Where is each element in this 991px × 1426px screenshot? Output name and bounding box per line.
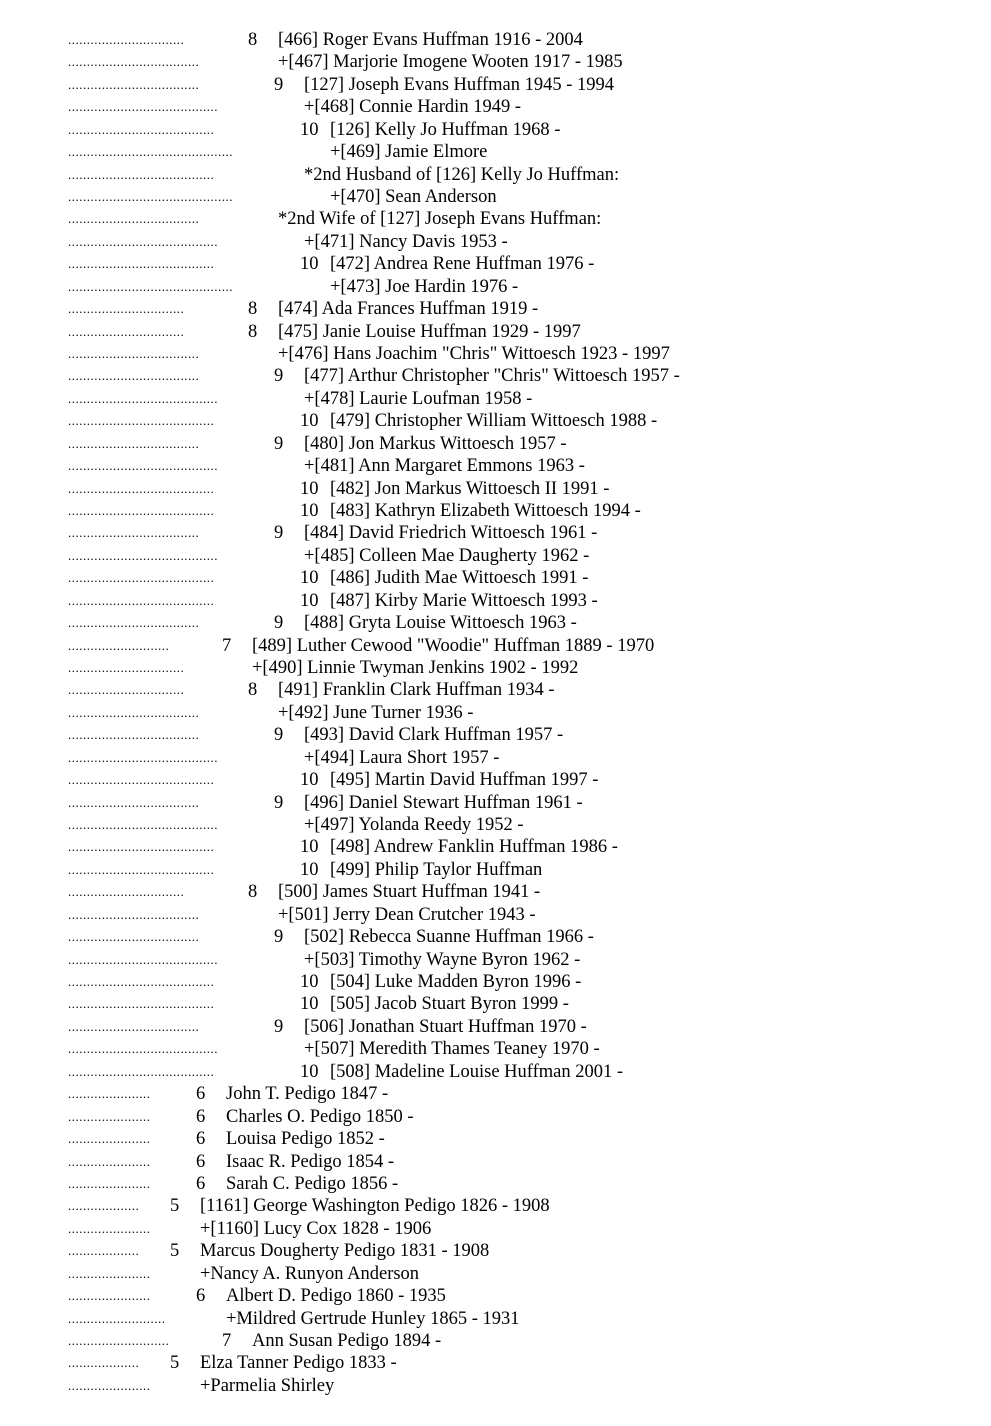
spouse-entry: +[471] Nancy Davis 1953 - bbox=[304, 231, 508, 252]
entry-row bbox=[68, 1330, 441, 1352]
generation-number: 10 bbox=[300, 859, 319, 880]
leader-dots: ................................... bbox=[68, 435, 200, 451]
entry-row bbox=[68, 1375, 334, 1397]
generation-number: 7 bbox=[222, 635, 232, 656]
leader-dots: ...................... bbox=[68, 1377, 151, 1393]
person-entry: [479] Christopher William Wittoesch 1988 - bbox=[330, 411, 658, 432]
person-entry: [472] Andrea Rene Huffman 1976 - bbox=[330, 254, 595, 275]
leader-dots: ................................... bbox=[68, 1018, 200, 1034]
leader-dots: ........................................ bbox=[68, 99, 218, 115]
spouse-entry: +[503] Timothy Wayne Byron 1962 - bbox=[304, 949, 581, 970]
leader-dots: ...................... bbox=[68, 1153, 151, 1169]
person-entry: Elza Tanner Pedigo 1833 - bbox=[200, 1353, 397, 1374]
generation-number: 10 bbox=[300, 590, 319, 611]
spouse-entry: +Parmelia Shirley bbox=[200, 1375, 335, 1396]
generation-number: 9 bbox=[274, 927, 284, 948]
spouse-entry: +[494] Laura Short 1957 - bbox=[304, 747, 500, 768]
leader-dots: ........................................ bbox=[68, 951, 218, 967]
entry-row bbox=[68, 29, 583, 51]
person-entry: [474] Ada Frances Huffman 1919 - bbox=[278, 299, 539, 320]
generation-number: 8 bbox=[248, 680, 258, 701]
person-entry: [491] Franklin Clark Huffman 1934 - bbox=[278, 680, 555, 701]
leader-dots: ....................................... bbox=[68, 592, 215, 608]
entry-row bbox=[68, 679, 555, 701]
spouse-entry: +[467] Marjorie Imogene Wooten 1917 - 1985 bbox=[278, 52, 623, 73]
person-entry: John T. Pedigo 1847 - bbox=[226, 1084, 389, 1105]
entry-row bbox=[68, 208, 601, 230]
entry-row bbox=[68, 410, 657, 432]
leader-dots: ........................................ bbox=[68, 458, 218, 474]
generation-number: 10 bbox=[300, 972, 319, 993]
leader-dots: ........................................ bbox=[68, 1041, 218, 1057]
person-entry: [487] Kirby Marie Wittoesch 1993 - bbox=[330, 590, 598, 611]
spouse-entry: +[507] Meredith Thames Teaney 1970 - bbox=[304, 1039, 600, 1060]
person-entry: [500] James Stuart Huffman 1941 - bbox=[278, 882, 541, 903]
spouse-entry: +[468] Connie Hardin 1949 - bbox=[304, 97, 521, 118]
generation-number: 7 bbox=[222, 1330, 232, 1351]
entry-row bbox=[68, 702, 473, 724]
leader-dots: ....................................... bbox=[68, 121, 215, 137]
generation-number: 6 bbox=[196, 1173, 206, 1194]
spouse-entry: *2nd Wife of [127] Joseph Evans Huffman: bbox=[278, 209, 602, 230]
entry-row bbox=[68, 478, 609, 500]
person-entry: Marcus Dougherty Pedigo 1831 - 1908 bbox=[200, 1241, 490, 1262]
spouse-entry: +[473] Joe Hardin 1976 - bbox=[330, 276, 519, 297]
entry-row bbox=[68, 298, 538, 320]
generation-number: 10 bbox=[300, 478, 319, 499]
person-entry: [498] Andrew Fanklin Huffman 1986 - bbox=[330, 837, 618, 858]
entry-row bbox=[68, 590, 598, 612]
entry-row bbox=[68, 904, 536, 926]
leader-dots: ....................................... bbox=[68, 974, 215, 990]
person-entry: Albert D. Pedigo 1860 - 1935 bbox=[226, 1286, 446, 1307]
entry-row bbox=[68, 612, 577, 634]
spouse-entry: +[490] Linnie Twyman Jenkins 1902 - 1992 bbox=[252, 658, 579, 679]
entry-row bbox=[68, 51, 623, 73]
leader-dots: ...................... bbox=[68, 1175, 151, 1191]
leader-dots: ........................................ bbox=[68, 547, 218, 563]
person-entry: Louisa Pedigo 1852 - bbox=[226, 1129, 385, 1150]
leader-dots: ................................... bbox=[68, 368, 200, 384]
generation-number: 9 bbox=[274, 725, 284, 746]
spouse-entry: +[501] Jerry Dean Crutcher 1943 - bbox=[278, 904, 536, 925]
person-entry: Ann Susan Pedigo 1894 - bbox=[252, 1330, 442, 1351]
person-entry: [504] Luke Madden Byron 1996 - bbox=[330, 972, 582, 993]
leader-dots: ................... bbox=[68, 1198, 140, 1214]
generation-number: 10 bbox=[300, 837, 319, 858]
generation-number: 10 bbox=[300, 501, 319, 522]
leader-dots: ................................... bbox=[68, 929, 200, 945]
person-entry: [127] Joseph Evans Huffman 1945 - 1994 bbox=[304, 74, 615, 95]
entry-row bbox=[68, 724, 563, 746]
leader-dots: ...................... bbox=[68, 1288, 151, 1304]
leader-dots: ............................... bbox=[68, 301, 185, 317]
spouse-entry: +[470] Sean Anderson bbox=[330, 187, 497, 207]
entry-row bbox=[68, 500, 641, 522]
entry-row bbox=[68, 74, 614, 96]
generation-number: 9 bbox=[274, 523, 284, 544]
generation-number: 10 bbox=[300, 770, 319, 791]
entry-row bbox=[68, 814, 524, 836]
entry-row bbox=[68, 949, 580, 971]
leader-dots: ........................... bbox=[68, 637, 170, 653]
generation-number: 10 bbox=[300, 568, 319, 589]
generation-number: 6 bbox=[196, 1106, 206, 1127]
entry-row bbox=[68, 1285, 446, 1307]
entry-row bbox=[68, 545, 589, 567]
generation-number: 6 bbox=[196, 1084, 206, 1105]
entry-row bbox=[68, 567, 588, 589]
entry-row bbox=[68, 1173, 398, 1195]
entry-row bbox=[68, 971, 581, 993]
person-entry: [489] Luther Cewood "Woodie" Huffman 1889 - 1970 bbox=[252, 635, 655, 656]
entry-row bbox=[68, 635, 654, 657]
leader-dots: ............................... bbox=[68, 32, 185, 47]
leader-dots: ........................................ bbox=[68, 233, 218, 249]
leader-dots: ........................................ bbox=[68, 817, 218, 833]
person-entry: [499] Philip Taylor Huffman bbox=[330, 859, 543, 880]
entry-row bbox=[68, 1083, 388, 1105]
leader-dots: ................................... bbox=[68, 346, 200, 362]
leader-dots: ....................................... bbox=[68, 1063, 215, 1079]
spouse-entry: *2nd Husband of [126] Kelly Jo Huffman: bbox=[304, 164, 620, 185]
spouse-entry: +[1160] Lucy Cox 1828 - 1906 bbox=[200, 1218, 432, 1239]
entry-row bbox=[68, 164, 619, 186]
person-entry: [126] Kelly Jo Huffman 1968 - bbox=[330, 119, 561, 140]
generation-number: 10 bbox=[300, 411, 319, 432]
spouse-entry: +[492] June Turner 1936 - bbox=[278, 702, 474, 723]
leader-dots: ....................................... bbox=[68, 839, 215, 855]
entry-row bbox=[68, 792, 583, 814]
entry-row bbox=[68, 231, 508, 253]
entry-row bbox=[68, 1308, 520, 1330]
person-entry: [488] Gryta Louise Wittoesch 1963 - bbox=[304, 613, 577, 634]
entry-row bbox=[68, 1038, 600, 1060]
leader-dots: ...................... bbox=[68, 1086, 151, 1102]
entry-row bbox=[68, 365, 680, 387]
generation-number: 5 bbox=[170, 1196, 180, 1217]
leader-dots: ....................................... bbox=[68, 413, 215, 429]
entry-row bbox=[68, 1151, 394, 1173]
generation-number: 10 bbox=[300, 994, 319, 1015]
leader-dots: ....................................... bbox=[68, 166, 215, 182]
entry-row bbox=[68, 1016, 587, 1038]
generation-number: 9 bbox=[274, 792, 284, 813]
entry-row bbox=[68, 1352, 397, 1374]
entry-row bbox=[68, 926, 594, 948]
leader-dots: ...................... bbox=[68, 1131, 151, 1147]
entry-row bbox=[68, 881, 540, 903]
person-entry: [506] Jonathan Stuart Huffman 1970 - bbox=[304, 1016, 587, 1037]
leader-dots: ................... bbox=[68, 1243, 140, 1259]
leader-dots: ...................... bbox=[68, 1220, 151, 1236]
leader-dots: ................................... bbox=[68, 525, 200, 541]
entry-row bbox=[68, 859, 542, 881]
person-entry: [466] Roger Evans Huffman 1916 - 2004 bbox=[278, 30, 583, 50]
leader-dots: ................................... bbox=[68, 76, 200, 92]
person-entry: Sarah C. Pedigo 1856 - bbox=[226, 1173, 399, 1194]
generation-number: 8 bbox=[248, 30, 258, 50]
person-entry: Charles O. Pedigo 1850 - bbox=[226, 1106, 414, 1127]
person-entry: Isaac R. Pedigo 1854 - bbox=[226, 1151, 395, 1172]
person-entry: [483] Kathryn Elizabeth Wittoesch 1994 - bbox=[330, 501, 641, 522]
leader-dots: ....................................... bbox=[68, 503, 215, 519]
leader-dots: ............................................ bbox=[68, 144, 233, 160]
entry-row bbox=[68, 253, 594, 275]
entry-row bbox=[68, 433, 567, 455]
entry-row bbox=[68, 1106, 414, 1128]
entry-row bbox=[68, 388, 532, 410]
leader-dots: ........................... bbox=[68, 1332, 170, 1348]
leader-dots: ...................... bbox=[68, 1108, 151, 1124]
entry-row bbox=[68, 993, 569, 1015]
entry-row bbox=[68, 747, 499, 769]
entry-row bbox=[68, 1263, 419, 1285]
leader-dots: ....................................... bbox=[68, 996, 215, 1012]
person-entry: [495] Martin David Huffman 1997 - bbox=[330, 770, 599, 791]
entry-row bbox=[68, 1128, 385, 1150]
leader-dots: ................................... bbox=[68, 727, 200, 743]
spouse-entry: +[478] Laurie Loufman 1958 - bbox=[304, 388, 533, 409]
leader-dots: ........................................ bbox=[68, 390, 218, 406]
leader-dots: ............................... bbox=[68, 682, 185, 698]
entry-row bbox=[68, 141, 487, 163]
generation-number: 9 bbox=[274, 613, 284, 634]
entry-row bbox=[68, 96, 521, 118]
leader-dots: ................................... bbox=[68, 211, 200, 227]
entry-row bbox=[68, 119, 560, 141]
person-entry: [477] Arthur Christopher "Chris" Wittoesch 1957 - bbox=[304, 366, 680, 387]
entry-row bbox=[68, 522, 597, 544]
leader-dots: ............................................ bbox=[68, 189, 233, 204]
generation-number: 6 bbox=[196, 1286, 206, 1307]
person-entry: [1161] George Washington Pedigo 1826 - 1908 bbox=[200, 1196, 550, 1217]
leader-dots: ................... bbox=[68, 1355, 140, 1371]
person-entry: [484] David Friedrich Wittoesch 1961 - bbox=[304, 523, 598, 544]
leader-dots: ....................................... bbox=[68, 256, 215, 272]
entry-row bbox=[68, 1195, 550, 1217]
generation-number: 10 bbox=[300, 1061, 319, 1082]
spouse-entry: +[469] Jamie Elmore bbox=[330, 142, 488, 163]
spouse-entry: +[476] Hans Joachim "Chris" Wittoesch 1923 - 1997 bbox=[278, 344, 670, 365]
entry-row bbox=[68, 455, 585, 477]
person-entry: [508] Madeline Louise Huffman 2001 - bbox=[330, 1061, 624, 1082]
person-entry: [493] David Clark Huffman 1957 - bbox=[304, 725, 564, 746]
generation-number: 9 bbox=[274, 366, 284, 387]
leader-dots: ....................................... bbox=[68, 772, 215, 788]
leader-dots: ........................................ bbox=[68, 749, 218, 765]
person-entry: [496] Daniel Stewart Huffman 1961 - bbox=[304, 792, 583, 813]
leader-dots: ............................... bbox=[68, 323, 185, 339]
entry-row bbox=[68, 343, 670, 365]
person-entry: [502] Rebecca Suanne Huffman 1966 - bbox=[304, 927, 594, 948]
entry-row bbox=[68, 836, 618, 858]
person-entry: [480] Jon Markus Wittoesch 1957 - bbox=[304, 433, 567, 454]
generation-number: 8 bbox=[248, 882, 258, 903]
person-entry: [505] Jacob Stuart Byron 1999 - bbox=[330, 994, 569, 1015]
entry-row bbox=[68, 769, 598, 791]
entry-row bbox=[68, 657, 578, 679]
generation-number: 9 bbox=[274, 433, 284, 454]
leader-dots: ...................... bbox=[68, 1265, 151, 1281]
generation-number: 8 bbox=[248, 299, 258, 320]
leader-dots: ................................... bbox=[68, 794, 200, 810]
entry-row bbox=[68, 1061, 623, 1083]
entry-row bbox=[68, 186, 497, 208]
spouse-entry: +[481] Ann Margaret Emmons 1963 - bbox=[304, 456, 585, 477]
leader-dots: ....................................... bbox=[68, 480, 215, 496]
leader-dots: ....................................... bbox=[68, 570, 215, 586]
generation-number: 5 bbox=[170, 1353, 180, 1374]
leader-dots: ................................... bbox=[68, 54, 200, 70]
spouse-entry: +Mildred Gertrude Hunley 1865 - 1931 bbox=[226, 1308, 520, 1329]
generation-number: 9 bbox=[274, 1016, 284, 1037]
generation-number: 10 bbox=[300, 119, 319, 140]
leader-dots: ................................... bbox=[68, 704, 200, 720]
generation-number: 5 bbox=[170, 1241, 180, 1262]
entry-row bbox=[68, 1218, 431, 1240]
person-entry: [482] Jon Markus Wittoesch II 1991 - bbox=[330, 478, 610, 499]
spouse-entry: +[497] Yolanda Reedy 1952 - bbox=[304, 815, 524, 836]
leader-dots: ....................................... bbox=[68, 861, 215, 877]
spouse-entry: +[485] Colleen Mae Daugherty 1962 - bbox=[304, 545, 590, 566]
entry-row bbox=[68, 1240, 489, 1262]
generation-number: 6 bbox=[196, 1151, 206, 1172]
generation-number: 8 bbox=[248, 321, 258, 342]
leader-dots: ............................... bbox=[68, 660, 185, 676]
leader-dots: ............................................ bbox=[68, 278, 233, 294]
entry-row bbox=[68, 321, 581, 343]
entry-row bbox=[68, 276, 518, 298]
leader-dots: .......................... bbox=[68, 1310, 166, 1326]
generation-number: 6 bbox=[196, 1129, 206, 1150]
generation-number: 10 bbox=[300, 254, 319, 275]
person-entry: [486] Judith Mae Wittoesch 1991 - bbox=[330, 568, 589, 589]
spouse-entry: +Nancy A. Runyon Anderson bbox=[200, 1263, 420, 1284]
leader-dots: ................................... bbox=[68, 906, 200, 922]
leader-dots: ............................... bbox=[68, 884, 185, 900]
person-entry: [475] Janie Louise Huffman 1929 - 1997 bbox=[278, 321, 581, 342]
generation-number: 9 bbox=[274, 74, 284, 95]
leader-dots: ................................... bbox=[68, 615, 200, 631]
